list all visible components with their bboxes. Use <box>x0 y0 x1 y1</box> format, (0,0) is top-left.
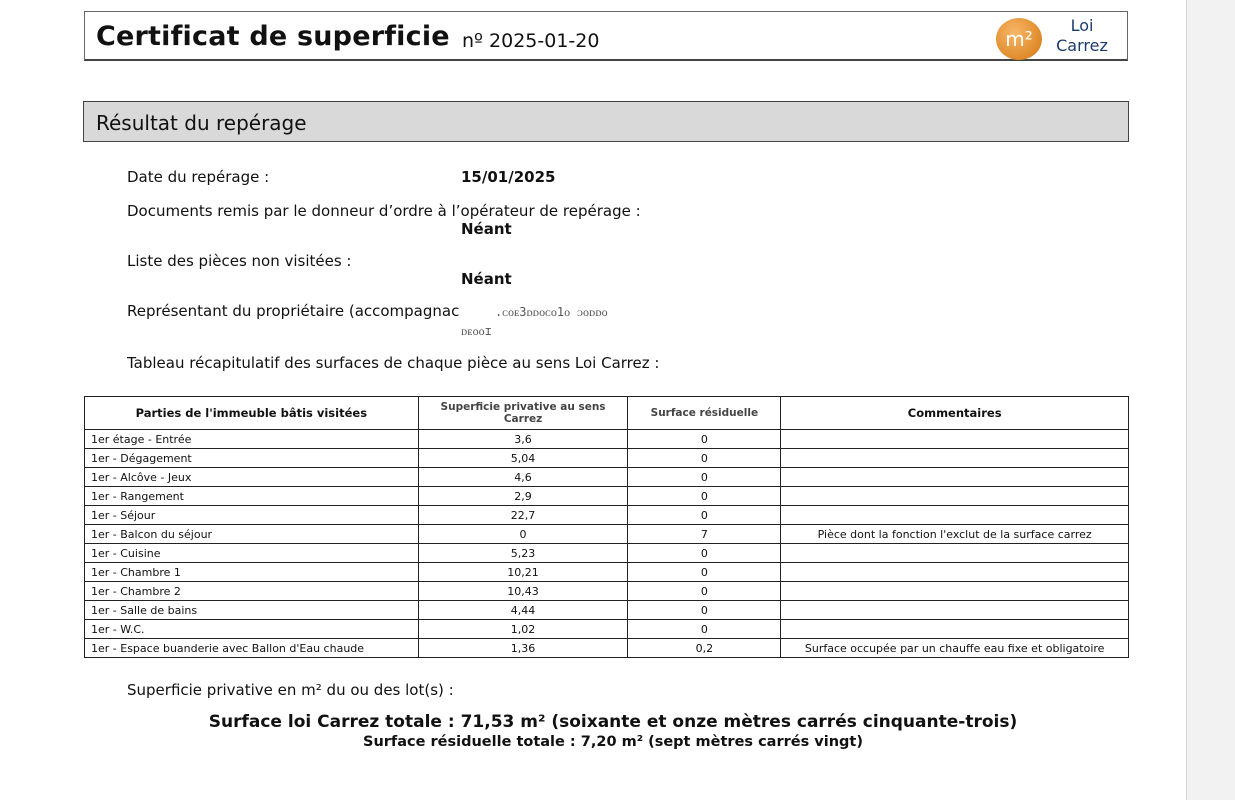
recap-label: Tableau récapitulatif des surfaces de chaque pièce au sens Loi Carrez : <box>127 354 660 372</box>
document-title: Certificat de superficie <box>96 21 450 52</box>
carrez-surface-cell: 5,04 <box>418 449 628 468</box>
comment-cell <box>781 468 1129 487</box>
documents-value: Néant <box>461 220 512 238</box>
carrez-surface-cell: 2,9 <box>418 487 628 506</box>
room-name-cell: 1er étage - Entrée <box>85 430 419 449</box>
loi-carrez-logo <box>1047 16 1117 56</box>
room-name-cell: 1er - Chambre 1 <box>85 563 419 582</box>
room-name-cell: 1er - Salle de bains <box>85 601 419 620</box>
comment-cell <box>781 563 1129 582</box>
table-row <box>85 430 1129 449</box>
residual-surface-cell: 0 <box>628 430 781 449</box>
table-row <box>85 544 1129 563</box>
residual-surface-cell: 0 <box>628 449 781 468</box>
table-row <box>85 468 1129 487</box>
residual-surface-cell: 0,2 <box>628 639 781 658</box>
representative-label: Représentant du propriétaire (accompagnac <box>127 302 460 320</box>
residual-surface-cell: 7 <box>628 525 781 544</box>
comment-cell <box>781 620 1129 639</box>
surface-table <box>84 396 1129 658</box>
certificate-number: nº 2025-01-20 <box>462 30 600 52</box>
carrez-surface-cell: 4,44 <box>418 601 628 620</box>
carrez-surface-cell: 5,23 <box>418 544 628 563</box>
room-name-cell: 1er - Balcon du séjour <box>85 525 419 544</box>
room-name-cell: 1er - Chambre 2 <box>85 582 419 601</box>
total-residual: Surface résiduelle totale : 7,20 m² (sept mètres carrés vingt) <box>363 734 863 750</box>
carrez-surface-cell: 3,6 <box>418 430 628 449</box>
comment-cell: Surface occupée par un chauffe eau fixe et obligatoire <box>781 639 1129 658</box>
room-name-cell: 1er - W.C. <box>85 620 419 639</box>
carrez-surface-cell: 0 <box>418 525 628 544</box>
col-header-carrez: Superficie privative au sens Carrez <box>418 397 628 430</box>
table-row <box>85 525 1129 544</box>
date-value: 15/01/2025 <box>461 168 556 186</box>
residual-surface-cell: 0 <box>628 620 781 639</box>
carrez-surface-cell: 4,6 <box>418 468 628 487</box>
col-header-residual: Surface résiduelle <box>628 397 781 430</box>
table-row <box>85 449 1129 468</box>
room-name-cell: 1er - Rangement <box>85 487 419 506</box>
comment-cell: Pièce dont la fonction l'exclut de la surface carrez <box>781 525 1129 544</box>
carrez-surface-cell: 10,21 <box>418 563 628 582</box>
room-name-cell: 1er - Dégagement <box>85 449 419 468</box>
carrez-surface-cell: 10,43 <box>418 582 628 601</box>
residual-surface-cell: 0 <box>628 468 781 487</box>
table-row <box>85 563 1129 582</box>
table-row <box>85 506 1129 525</box>
table-row <box>85 582 1129 601</box>
rooms-not-visited-value: Néant <box>461 270 512 288</box>
residual-surface-cell: 0 <box>628 601 781 620</box>
m2-logo-icon: m² <box>996 18 1042 60</box>
col-header-comments: Commentaires <box>781 397 1129 430</box>
carrez-surface-cell: 1,36 <box>418 639 628 658</box>
room-name-cell: 1er - Séjour <box>85 506 419 525</box>
date-label: Date du repérage : <box>127 168 270 186</box>
col-header-parts: Parties de l'immeuble bâtis visitées <box>85 397 419 430</box>
redacted-text-2: ᴅᴇᴏᴏɪ <box>461 324 492 338</box>
residual-surface-cell: 0 <box>628 563 781 582</box>
table-row <box>85 639 1129 658</box>
table-body <box>85 430 1129 658</box>
table-row <box>85 487 1129 506</box>
comment-cell <box>781 506 1129 525</box>
certificate-header <box>84 11 1128 61</box>
comment-cell <box>781 430 1129 449</box>
total-carrez: Surface loi Carrez totale : 71,53 m² (soixante et onze mètres carrés cinquante-trois) <box>208 712 1018 732</box>
logo-line-1: Loi <box>1070 16 1094 35</box>
comment-cell <box>781 601 1129 620</box>
table-row <box>85 620 1129 639</box>
section-header <box>83 101 1129 142</box>
residual-surface-cell: 0 <box>628 582 781 601</box>
total-private-label: Superficie privative en m² du ou des lot(s) : <box>127 681 454 699</box>
comment-cell <box>781 544 1129 563</box>
carrez-surface-cell: 22,7 <box>418 506 628 525</box>
comment-cell <box>781 487 1129 506</box>
documents-label: Documents remis par le donneur d’ordre à l’opérateur de repérage : <box>127 202 641 220</box>
logo-line-2: Carrez <box>1056 36 1108 55</box>
comment-cell <box>781 582 1129 601</box>
residual-surface-cell: 0 <box>628 506 781 525</box>
room-name-cell: 1er - Alcôve - Jeux <box>85 468 419 487</box>
residual-surface-cell: 0 <box>628 544 781 563</box>
room-name-cell: 1er - Espace buanderie avec Ballon d'Eau chaude <box>85 639 419 658</box>
carrez-surface-cell: 1,02 <box>418 620 628 639</box>
section-title: Résultat du repérage <box>96 111 307 135</box>
comment-cell <box>781 449 1129 468</box>
table-header-row <box>85 397 1129 430</box>
table-row <box>85 601 1129 620</box>
redacted-text-1: .ᴄᴏᴇ3ᴅᴅᴏᴄᴏ1ᴏ ᴐᴏᴅᴅᴏ <box>495 305 608 319</box>
room-name-cell: 1er - Cuisine <box>85 544 419 563</box>
rooms-not-visited-label: Liste des pièces non visitées : <box>127 252 352 270</box>
residual-surface-cell: 0 <box>628 487 781 506</box>
